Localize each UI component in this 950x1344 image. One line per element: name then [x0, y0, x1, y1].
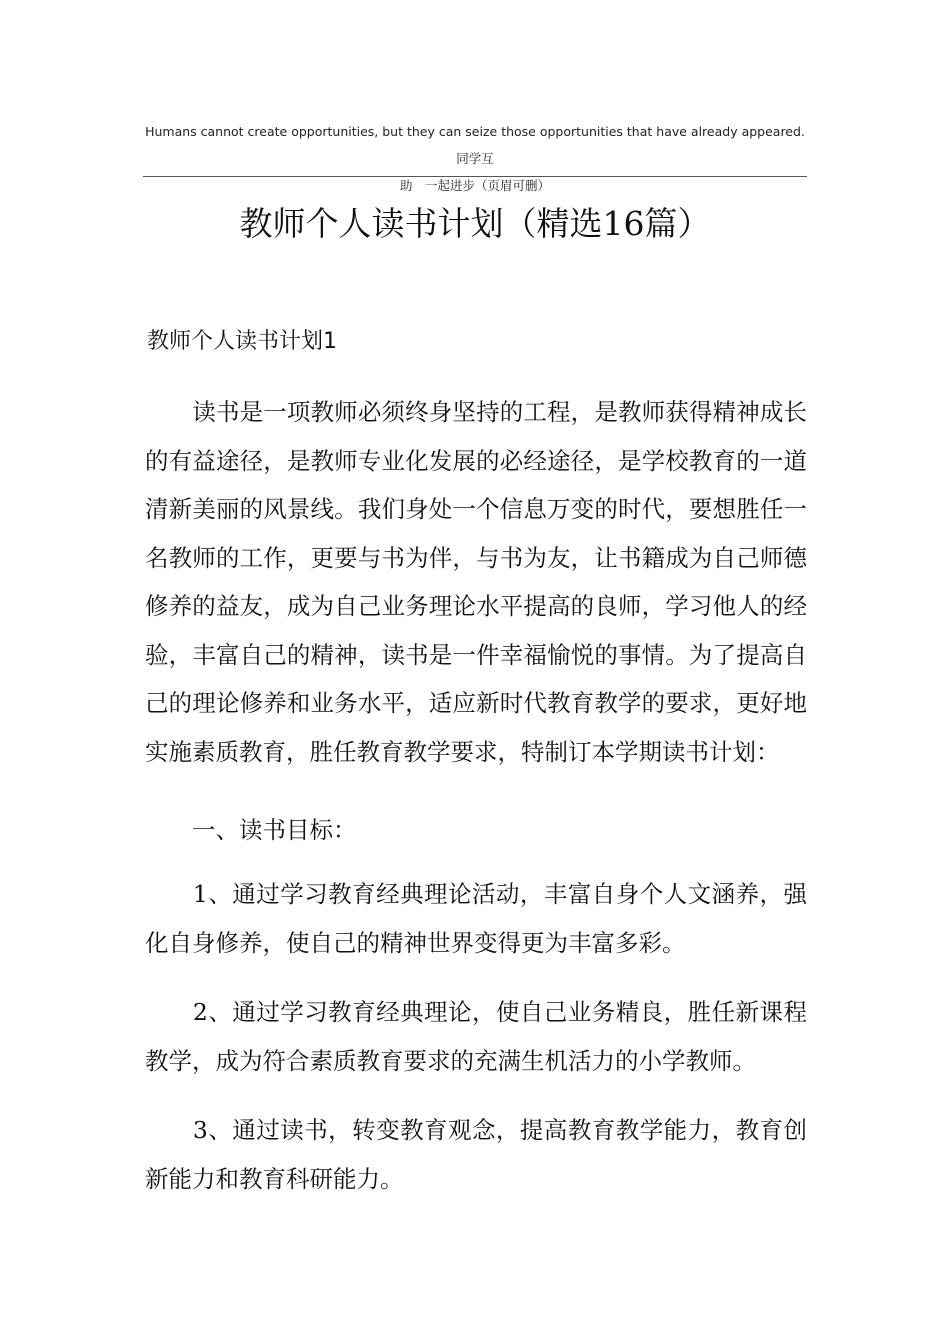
paragraph-goal-2 [145, 988, 807, 1085]
paragraph-line: 实施素质教育，胜任教育教学要求，特制订本学期读书计划： [145, 737, 780, 766]
paragraph-line: 验，丰富自己的精神，读书是一件幸福愉悦的事情。为了提高自 [145, 640, 807, 669]
header-quote-en: Humans cannot create opportunities, but they can seize those opportunities that have already appeared. [145, 124, 805, 139]
page-header [143, 118, 807, 199]
paragraph-line: 一、读书目标： [145, 816, 357, 844]
paragraph-line: 教学，成为符合素质教育要求的充满生机活力的小学教师。 [145, 1046, 756, 1075]
header-line-1 [143, 118, 807, 172]
paragraph-line: 3、通过读书，转变教育观念，提高教育教学能力，教育创 [145, 1116, 807, 1144]
paragraph-line: 新能力和教育科研能力。 [145, 1164, 404, 1193]
paragraph-line: 清新美丽的风景线。我们身处一个信息万变的时代，要想胜任一 [145, 495, 807, 523]
paragraph-line: 化自身修养，使自己的精神世界变得更为丰富多彩。 [145, 928, 686, 957]
header-line-2: 助 一起进步（页眉可删） [399, 178, 550, 193]
paragraph-goal-1 [145, 870, 807, 967]
paragraph-line: 己的理论修养和业务水平，适应新时代教育教学的要求，更好地 [145, 689, 807, 717]
document-title: 教师个人读书计划（精选16篇） [239, 204, 711, 243]
paragraph-goal-3 [145, 1106, 807, 1203]
paragraph-line: 名教师的工作，更要与书为伴，与书为友，让书籍成为自己师德 [145, 543, 807, 572]
paragraph-line: 读书是一项教师必须终身坚持的工程，是教师获得精神成长 [145, 398, 807, 426]
paragraph-line: 修养的益友，成为自己业务理论水平提高的良师，学习他人的经 [145, 592, 807, 620]
paragraph-intro [145, 388, 807, 776]
section-heading: 教师个人读书计划1 [147, 329, 337, 354]
header-divider [143, 176, 807, 177]
paragraph-line: 的有益途径，是教师专业化发展的必经途径，是学校教育的一道 [145, 446, 807, 475]
paragraph-line: 2、通过学习教育经典理论，使自己业务精良，胜任新课程 [145, 998, 807, 1026]
paragraph-goals-heading [145, 806, 807, 855]
paragraph-line: 1、通过学习教育经典理论活动，丰富自身个人文涵养，强 [145, 880, 807, 908]
header-quote-cn: 同学互 [456, 151, 494, 166]
